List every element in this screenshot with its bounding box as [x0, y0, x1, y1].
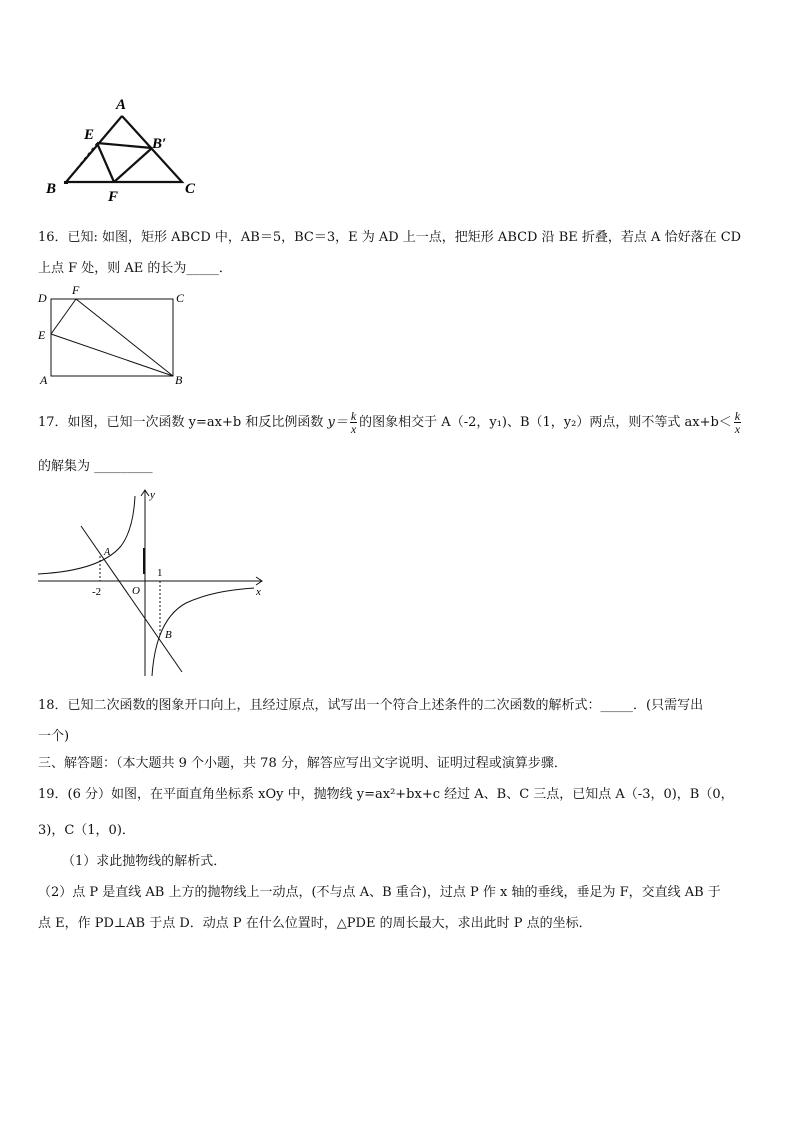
label-d: D: [38, 291, 47, 305]
rectangle-fold-figure: [34, 283, 194, 389]
segment-fb: [76, 299, 173, 376]
label-neg-2: -2: [92, 586, 102, 598]
linear-function-line: [81, 526, 182, 672]
segment-ef: [51, 299, 76, 334]
label-c: C: [185, 181, 196, 197]
segment-fb-prime: [114, 148, 152, 182]
label-f: F: [108, 189, 119, 205]
q17-y-eq: y＝: [327, 415, 348, 430]
label-f: F: [72, 283, 80, 297]
function-graph-figure: [36, 486, 268, 680]
label-one: 1: [157, 567, 163, 579]
fold-line-ef: [97, 143, 114, 182]
label-b: B: [175, 373, 183, 387]
label-a: A: [116, 97, 127, 113]
segment-eb: [51, 334, 173, 376]
label-e: E: [84, 127, 95, 143]
dashed-eb: [66, 143, 97, 182]
segment-eb-prime: [97, 143, 152, 148]
label-point-b: B: [165, 629, 172, 641]
label-b: B: [46, 181, 57, 197]
label-x-axis: x: [256, 586, 261, 598]
fraction-denominator: x: [350, 422, 357, 436]
q16-text-line1: 16．已知: 如图，矩形 ABCD 中，AB＝5，BC＝3，E 为 AD 上一点，把矩形 ABCD 沿 BE 折叠，若点 A 恰好落在 CD: [38, 230, 742, 245]
hyperbola-branch-upper-left: [38, 496, 135, 574]
q19-sub1: （1）求此抛物线的解析式．: [62, 854, 227, 869]
q19-text-line1: 19．(6 分）如图，在平面直角坐标系 xOy 中，抛物线 y=ax²+bx+c 经过 A、B、C 三点，已知点 A（-3，0)，B（0，: [38, 787, 734, 802]
label-point-a: A: [104, 547, 111, 558]
rectangle-abcd: [51, 299, 173, 376]
label-y-axis: y: [150, 489, 155, 501]
label-c: C: [176, 291, 185, 305]
q19-sub2-line1: （2）点 P 是直线 AB 上方的抛物线上一动点，(不与点 A、B 重合)，过点 P 作 x 轴的垂线，垂足为 F，交直线 AB 于: [38, 885, 721, 900]
label-a: A: [40, 373, 48, 387]
k-over-x-fraction-2: [734, 410, 741, 435]
section-3-heading: 三、解答题：（本大题共 9 个小题，共 78 分，解答应写出文字说明、证明过程或演算步骤．: [38, 756, 567, 771]
triangle-fold-figure: [40, 90, 210, 205]
q16-text-line2: 上点 F 处，则 AE 的长为_____．: [38, 261, 232, 276]
q17-text-line2: 的解集为 _________: [38, 459, 153, 474]
fraction-numerator-2: k: [734, 409, 741, 423]
fraction-denominator-2: x: [734, 422, 741, 436]
q18-text-line1: 18．已知二次函数的图象开口向上，且经过原点，试写出一个符合上述条件的二次函数的解析式：_____．(只需写出: [38, 698, 704, 713]
q17-text-line1: [38, 410, 743, 435]
q17-part1: 17．如图，已知一次函数 y=ax+b 和反比例函数: [38, 415, 324, 430]
label-e: E: [38, 328, 46, 342]
q19-sub2-line2: 点 E，作 PD⊥AB 于点 D．动点 P 在什么位置时，△PDE 的周长最大，求出此时 P 点的坐标．: [38, 916, 592, 931]
label-b-prime: B′: [152, 136, 167, 152]
q18-text-line2: 一个): [38, 729, 70, 744]
k-over-x-fraction: [350, 410, 357, 435]
q17-part2: 的图象相交于 A（-2，y₁)、B（1，y₂）两点，则不等式 ax+b＜: [359, 415, 732, 430]
label-origin: O: [132, 585, 140, 597]
fraction-numerator: k: [350, 409, 357, 423]
q19-text-line2: 3)，C（1，0)．: [38, 823, 135, 838]
